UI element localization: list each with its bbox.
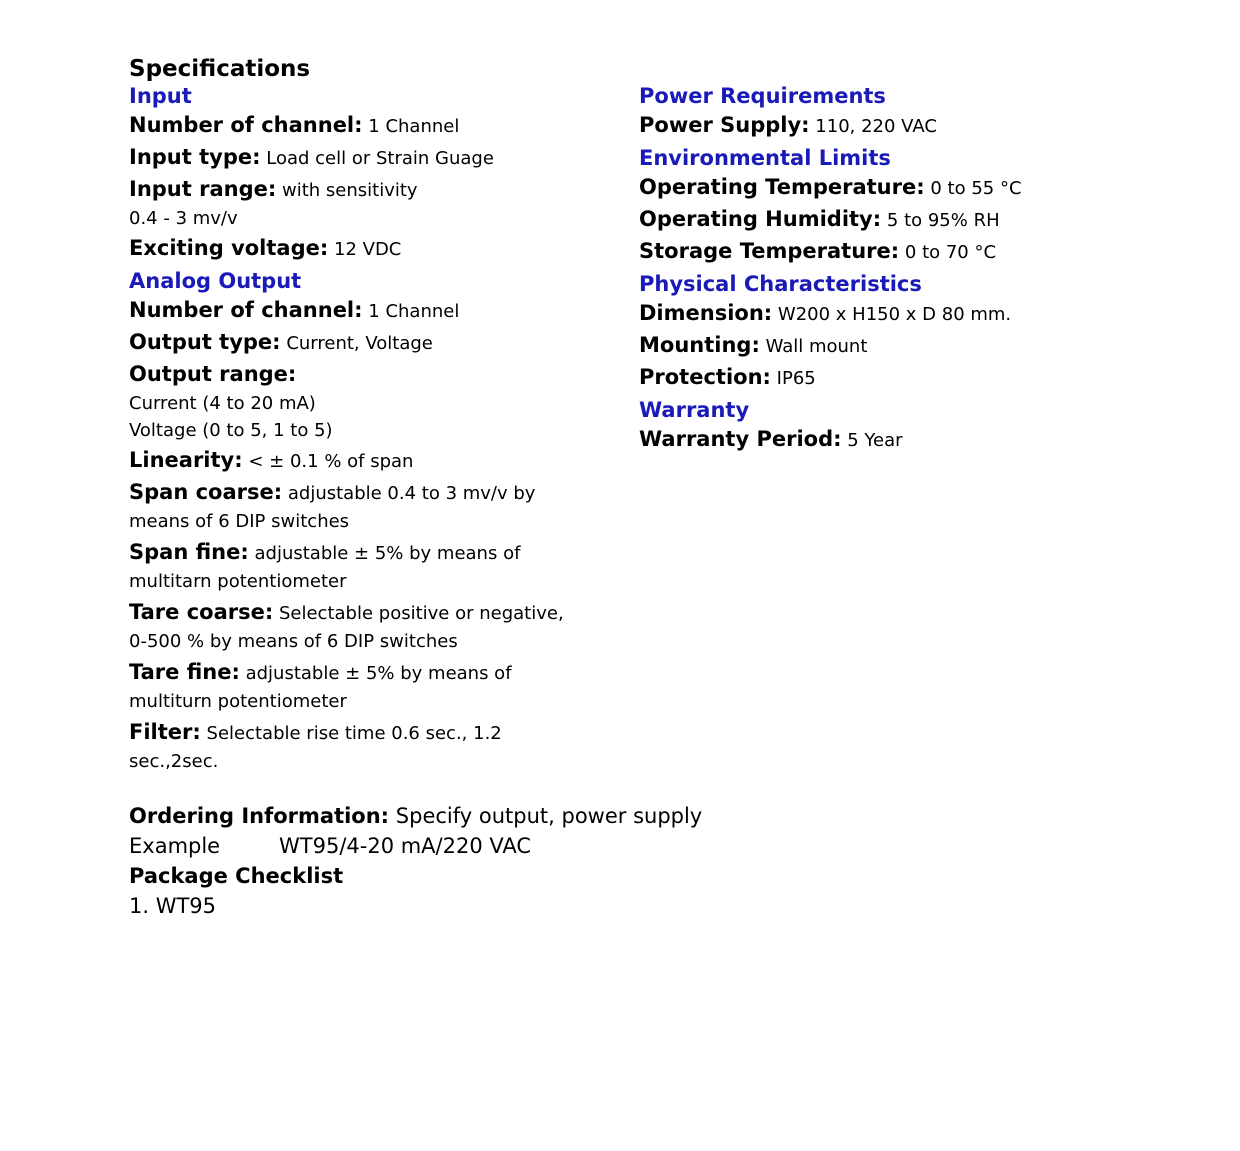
spec-number-of-channel-output	[129, 296, 569, 326]
spec-value: W200 x H150 x D 80 mm.	[777, 304, 1012, 325]
spec-output-range-current: Current (4 to 20 mA)	[129, 393, 316, 414]
spec-value: adjustable ± 5% by means of multiturn potentiometer	[129, 663, 512, 712]
spec-label: Operating Temperature:	[639, 175, 925, 199]
spec-label: Exciting voltage:	[129, 236, 329, 260]
spec-dimension	[639, 299, 1159, 329]
ordering-example	[129, 831, 1029, 861]
spec-span-fine	[129, 538, 569, 596]
spec-label: Dimension:	[639, 301, 773, 325]
spec-value: Load cell or Strain Guage	[266, 148, 494, 169]
spec-label: Tare fine:	[129, 660, 240, 684]
section-heading-physical: Physical Characteristics	[639, 272, 922, 296]
spec-label: Protection:	[639, 365, 771, 389]
ordering-section	[129, 801, 1029, 921]
spec-label: Span fine:	[129, 540, 249, 564]
spec-linearity	[129, 446, 569, 476]
spec-power-supply	[639, 111, 1159, 141]
spec-label: Warranty Period:	[639, 427, 842, 451]
spec-exciting-voltage	[129, 234, 569, 264]
section-heading-warranty: Warranty	[639, 398, 750, 422]
spec-value: IP65	[776, 368, 816, 389]
spec-warranty-period	[639, 425, 1159, 455]
spec-label: Number of channel:	[129, 113, 363, 137]
spec-value: adjustable ± 5% by means of multitarn potentiometer	[129, 543, 521, 592]
spec-value: Selectable positive or negative, 0-500 % by means of 6 DIP switches	[129, 603, 564, 652]
spec-label: Linearity:	[129, 448, 243, 472]
spec-label: Input type:	[129, 145, 261, 169]
example-label: Example	[129, 834, 221, 858]
spec-value: 5 Year	[847, 430, 903, 451]
spec-label: Number of channel:	[129, 298, 363, 322]
spec-number-of-channel-input	[129, 111, 569, 141]
spec-value: 0 to 55 °C	[930, 178, 1022, 199]
spec-value: 110, 220 VAC	[815, 116, 937, 137]
spec-output-type	[129, 328, 569, 358]
spec-protection	[639, 363, 1159, 393]
right-column	[639, 81, 1159, 457]
spec-input-range-line2: 0.4 - 3 mv/v	[129, 208, 238, 229]
ordering-value: Specify output, power supply	[395, 804, 703, 828]
spec-value: Selectable rise time 0.6 sec., 1.2 sec.,2sec.	[129, 723, 502, 772]
spec-value: with sensitivity	[281, 180, 418, 201]
spec-operating-humidity	[639, 205, 1159, 235]
spec-output-range-voltage: Voltage (0 to 5, 1 to 5)	[129, 420, 333, 441]
spec-output-range	[129, 360, 569, 390]
spec-value: adjustable 0.4 to 3 mv/v by means of 6 DIP switches	[129, 483, 536, 532]
spec-tare-fine	[129, 658, 569, 716]
section-heading-power: Power Requirements	[639, 84, 886, 108]
spec-label: Input range:	[129, 177, 277, 201]
left-column	[129, 81, 569, 778]
spec-value: 12 VDC	[334, 239, 402, 260]
spec-mounting	[639, 331, 1159, 361]
package-checklist-item: 1. WT95	[129, 894, 217, 918]
ordering-label: Ordering Information:	[129, 804, 390, 828]
spec-label: Filter:	[129, 720, 201, 744]
spec-label: Tare coarse:	[129, 600, 274, 624]
spec-storage-temperature	[639, 237, 1159, 267]
spec-value: 0 to 70 °C	[904, 242, 997, 263]
package-checklist-heading: Package Checklist	[129, 864, 344, 888]
spec-span-coarse	[129, 478, 569, 536]
spec-value: 5 to 95% RH	[886, 210, 1000, 231]
spec-input-type	[129, 143, 569, 173]
spec-label: Output range:	[129, 362, 297, 386]
spec-label: Storage Temperature:	[639, 239, 900, 263]
spec-filter	[129, 718, 569, 776]
ordering-information	[129, 801, 1029, 831]
spec-label: Operating Humidity:	[639, 207, 882, 231]
spec-value: < ± 0.1 % of span	[248, 451, 414, 472]
spec-input-range	[129, 175, 569, 205]
spec-operating-temperature	[639, 173, 1159, 203]
spec-value: 1 Channel	[368, 301, 460, 322]
section-heading-environmental: Environmental Limits	[639, 146, 891, 170]
spec-label: Output type:	[129, 330, 281, 354]
spec-value: Wall mount	[765, 336, 868, 357]
spec-value: Current, Voltage	[286, 333, 433, 354]
spec-tare-coarse	[129, 598, 569, 656]
section-heading-analog-output: Analog Output	[129, 269, 302, 293]
spec-value: 1 Channel	[368, 116, 460, 137]
spec-label: Mounting:	[639, 333, 760, 357]
spec-label: Power Supply:	[639, 113, 810, 137]
section-heading-input: Input	[129, 84, 192, 108]
example-value: WT95/4-20 mA/220 VAC	[279, 834, 532, 858]
page-title: Specifications	[129, 56, 311, 82]
spec-label: Span coarse:	[129, 480, 283, 504]
